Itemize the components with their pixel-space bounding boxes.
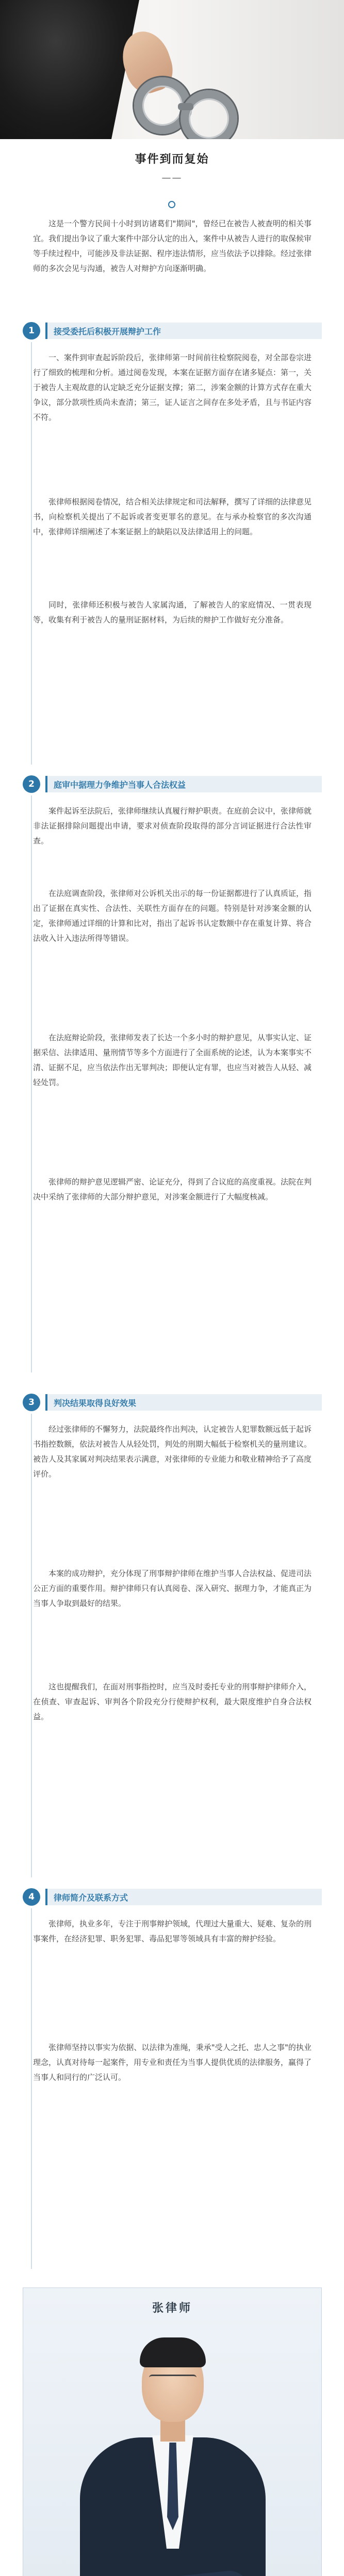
- section-3-paragraph-2: 本案的成功辩护，充分体现了刑事辩护律师在维护当事人合法权益、促进司法公正方面的重要作用。辩护律师只有认真阅卷、深入研究、据理力争，才能真正为当事人争取到最好的结果。: [33, 1569, 312, 1608]
- section-number: 4: [23, 1888, 40, 1906]
- lawyer-portrait: [23, 2287, 322, 2576]
- section-title: 庭审中据理力争维护当事人合法权益: [45, 776, 322, 792]
- section-3-rail: [31, 1414, 32, 1877]
- section-1-header: [23, 319, 322, 342]
- article-subtitle-1: ——: [161, 173, 183, 183]
- title-block: [0, 150, 344, 183]
- section-3-header: [23, 1391, 322, 1414]
- section-3-paragraph-3: 这也提醒我们，在面对刑事指控时，应当及时委托专业的刑事辩护律师介入，在侦查、审查起诉、审判各个阶段充分行使辩护权利，最大限度维护自身合法权益。: [33, 1682, 312, 1721]
- section-2-paragraph-4: 张律师的辩护意见逻辑严密、论证充分，得到了合议庭的高度重视。法院在判决中采纳了张律师的大部分辩护意见，对涉案金额进行了大幅度核减。: [33, 1177, 312, 1201]
- portrait-glasses: [149, 2375, 196, 2386]
- section-4-header: [23, 1886, 322, 1908]
- portrait-signage: 张律师: [152, 2302, 192, 2315]
- section-1-paragraph-2: 张律师根据阅卷情况，结合相关法律规定和司法解释，撰写了详细的法律意见书，向检察机关提出了不起诉或者变更罪名的意见。在与承办检察官的多次沟通中，张律师详细阐述了本案证据上的缺陷以及法律适用上的问题。: [33, 497, 312, 536]
- separator-dot: [168, 201, 175, 208]
- section-2-paragraph-1: 案件起诉至法院后，张律师继续认真履行辩护职责。在庭前会议中，张律师就非法证据排除问题提出申请，要求对侦查阶段取得的部分言词证据进行合法性审查。: [33, 806, 312, 845]
- section-2-rail: [31, 795, 32, 1372]
- section-1-paragraph-1: 一、案件到审查起诉阶段后，张律师第一时间前往检察院阅卷，对全部卷宗进行了细致的梳理和分析。通过阅卷发现，本案在证据方面存在诸多疑点：第一，关于被告人主观故意的认定缺乏充分证据支撑；第二，涉案金额的计算方式存在重大争议，部分款项性质尚未查清；第三，证人证言之间存在多处矛盾，且与书证内容不符。: [33, 353, 312, 422]
- section-title: 律师简介及联系方式: [45, 1889, 322, 1905]
- section-4-paragraph-1: 张律师，执业多年，专注于刑事辩护领域，代理过大量重大、疑难、复杂的刑事案件，在经济犯罪、职务犯罪、毒品犯罪等领域具有丰富的辩护经验。: [33, 1919, 312, 1943]
- section-2-paragraph-3: 在法庭辩论阶段，张律师发表了长达一个多小时的辩护意见，从事实认定、证据采信、法律适用、量刑情节等多个方面进行了全面系统的论述，认为本案事实不清、证据不足，应当依法作出无罪判决；即便认定有罪，也应当对被告人从轻、减轻处罚。: [33, 1033, 312, 1087]
- section-number: 3: [23, 1394, 40, 1411]
- intro-paragraph: 这是一个警方民间十小时到访诸葛们"期间"，曾经已在被告人被查明的相关事宜。我们提出争议了重大案件中部分认定的出入，案件中从被告人进行的取保候审等手续过程中，可能涉及非法证据、程序违法情形，应当依法予以排除。经过张律师的多次会见与沟通，被告人对辩护方向逐渐明确。: [33, 219, 312, 273]
- section-title: 判决结果取得良好效果: [45, 1394, 322, 1411]
- section-2-paragraph-2: 在法庭调查阶段，张律师对公诉机关出示的每一份证据都进行了认真质证，指出了证据在真实性、合法性、关联性方面存在的问题。特别是针对涉案金额的认定，张律师通过详细的计算和比对，指出了起诉书认定数额中存在重复计算、将合法收入计入违法所得等错误。: [33, 889, 312, 943]
- section-1-paragraph-3: 同时，张律师还积极与被告人家属沟通，了解被告人的家庭情况、一贯表现等，收集有利于被告人的量刑证据材料，为后续的辩护工作做好充分准备。: [33, 600, 312, 624]
- section-3-paragraph-1: 经过张律师的不懈努力，法院最终作出判决，认定被告人犯罪数额远低于起诉书指控数额，依法对被告人从轻处罚，判处的刑期大幅低于检察机关的量刑建议。被告人及其家属对判决结果表示满意，对张律师的专业能力和敬业精神给予了高度评价。: [33, 1425, 312, 1479]
- handcuff-ring-right: [181, 90, 237, 139]
- section-number: 1: [23, 322, 40, 340]
- section-4-rail: [31, 1908, 32, 2269]
- section-4-paragraph-2: 张律师坚持以事实为依据、以法律为准绳，秉承"受人之托、忠人之事"的执业理念，认真对待每一起案件，用专业和责任为当事人提供优质的法律服务，赢得了当事人和同行的广泛认可。: [33, 2043, 312, 2082]
- section-2-header: [23, 773, 322, 795]
- section-number: 2: [23, 775, 40, 793]
- section-title: 接受委托后积极开展辩护工作: [45, 323, 322, 339]
- article-title: 事件到而复始: [135, 153, 209, 166]
- handcuff-chain: [178, 103, 193, 110]
- portrait-hair: [140, 2337, 206, 2367]
- section-1-rail: [31, 342, 32, 765]
- sleeve-shape: [0, 0, 139, 139]
- hero-image: [0, 0, 344, 139]
